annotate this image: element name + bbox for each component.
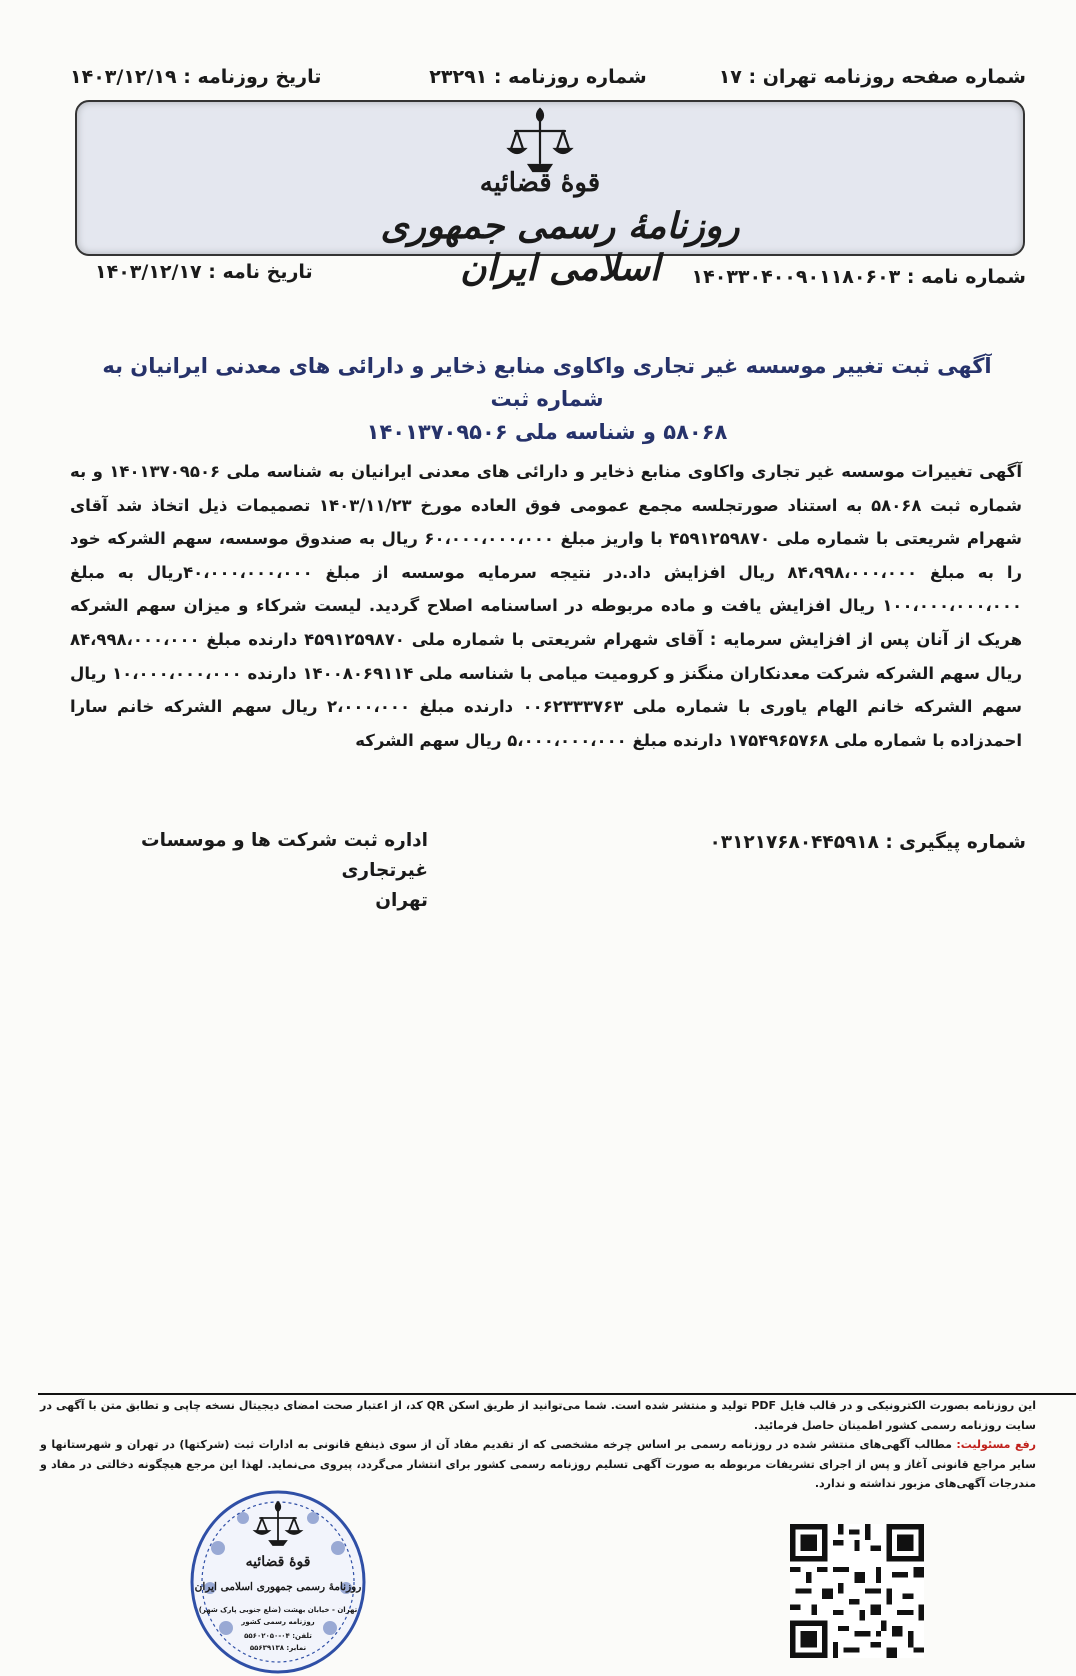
banner-judiciary: قوهٔ قضائیه bbox=[479, 168, 601, 198]
disclaimer-text: مطالب آگهی‌های منتشر شده در روزنامه رسمی بر اساس چرخه مشخصی که از تقدیم مفاد آن از سوی ذینفع قانونی به ادارات ثبت (شرکتها) در تهران و شهرستانها و سایر مراجع قانونی آغاز و پس از اجرای تشریفات مربوطه به صورت آگهی تسلیم روزنامه رسمی کشور برای انتشار می‌گردد، پیروی می‌نماید. لهذا این مرجع هیچگونه دخالتی در مفاد و مندرجات آگهی‌های مزبور نداشته و ندارد. bbox=[40, 1438, 1036, 1490]
seal-line-fax: نمابر: ۵۵۶۳۹۱۳۸ bbox=[249, 1644, 307, 1652]
notice-body: آگهی تغییرات موسسه غیر تجاری واکاوی منابع ذخایر و دارائی های معدنی ایرانیان به شناسه ملی ۱۴۰۱۳۷۰۹۵۰۶ و به شماره ثبت ۵۸۰۶۸ به استناد صورتجلسه مجمع عمومی فوق العاده مورخ ۱۴۰۳/۱۱/۲۳ تصمیمات ذیل اتخاذ شد آقای شهرام شریعتی با شماره ملی ۴۵۹۱۲۵۹۸۷۰ با واریز مبلغ ۶۰،۰۰۰،۰۰۰،۰۰۰ ریال به صندوق موسسه، سهم الشرکه خود را به مبلغ ۸۴،۹۹۸،۰۰۰،۰۰۰ ریال افزایش داد.در نتیجه سرمایه موسسه از مبلغ ۴۰،۰۰۰،۰۰۰،۰۰۰ریال به مبلغ ۱۰۰،۰۰۰،۰۰۰،۰۰۰ ریال افزایش یافت و ماده مربوطه در اساسنامه اصلاح گردید. لیست شرکاء و میزان سهم الشرکه هریک از آنان پس از افزایش سرمایه : آقای شهرام شریعتی با شماره ملی ۴۵۹۱۲۵۹۸۷۰ دارنده مبلغ ۸۴،۹۹۸،۰۰۰،۰۰۰ ریال سهم الشرکه شرکت معدنکاران منگنز و کرومیت میامی با شناسه ملی ۱۴۰۰۸۰۶۹۱۱۴ دارنده ۱۰،۰۰۰،۰۰۰،۰۰۰ ریال سهم الشرکه خانم الهام یاوری با شماره ملی ۰۰۶۲۳۳۳۷۶۳ دارنده مبلغ ۲،۰۰۰،۰۰۰ ریال سهم الشرکه خانم سارا احمدزاده با شماره ملی ۱۷۵۴۹۶۵۷۶۸ دارنده مبلغ ۵،۰۰۰،۰۰۰،۰۰۰ ریال سهم الشرکه bbox=[70, 462, 1023, 750]
notice-title-line1: آگهی ثبت تغییر موسسه غیر تجاری واکاوی منابع ذخایر و دارائی های معدنی ایرانیان به شماره ثبت bbox=[102, 354, 992, 411]
seal-line-judiciary: قوهٔ قضائیه bbox=[245, 1554, 311, 1570]
gazette-date: تاریخ روزنامه : ۱۴۰۳/۱۲/۱۹ bbox=[70, 66, 322, 88]
footer-notes bbox=[40, 1396, 1036, 1494]
banner-title: روزنامهٔ رسمی جمهوری اسلامی ایران bbox=[380, 205, 740, 289]
disclaimer-label: رفع مسئولیت: bbox=[956, 1438, 1036, 1451]
letter-number: شماره نامه : ۱۴۰۳۳۰۴۰۰۹۰۱۱۸۰۶۰۳ bbox=[691, 266, 1026, 288]
seal-line-phone: تلفن: ۰۴-۵۵۶۰۲۰۵۰ bbox=[244, 1632, 312, 1640]
scales-of-justice-emblem-icon bbox=[505, 105, 575, 175]
seal-line-title: روزنامهٔ رسمی جمهوری اسلامی ایران bbox=[194, 1581, 362, 1593]
qr-code-icon bbox=[790, 1524, 924, 1658]
issuing-office bbox=[68, 826, 428, 916]
notice-title bbox=[72, 350, 1022, 449]
gazette-number: شماره روزنامه : ۲۳۲۹۱ bbox=[429, 66, 647, 88]
footer-disclaimer bbox=[40, 1435, 1036, 1494]
footer-digital-note: این روزنامه بصورت الکترونیکی و در قالب فایل PDF تولید و منتشر شده است. شما می‌توانید از طریق اسکن QR کد، از اعتبار صحت امضای دیجیتال نسخه چاپی و تطابق متن با آگهی در سایت روزنامه رسمی کشور اطمینان حاصل فرمائید. bbox=[40, 1399, 1036, 1432]
page-number: شماره صفحه روزنامه تهران : ۱۷ bbox=[718, 66, 1026, 88]
seal-line-office: روزنامه رسمی کشور bbox=[241, 1618, 315, 1626]
notice-title-line2: ۵۸۰۶۸ و شناسه ملی ۱۴۰۱۳۷۰۹۵۰۶ bbox=[366, 420, 728, 444]
seal-line-address: تهران - خیابان بهشت (ضلع جنوبی پارک شهر) bbox=[198, 1606, 358, 1614]
letter-date: تاریخ نامه : ۱۴۰۳/۱۲/۱۷ bbox=[95, 261, 313, 283]
official-gazette-round-seal bbox=[188, 1488, 368, 1676]
office-city: تهران bbox=[375, 890, 428, 911]
office-name: اداره ثبت شرکت ها و موسسات غیرتجاری bbox=[141, 830, 428, 881]
tracking-number: شماره پیگیری : ۰۳۱۲۱۷۶۸۰۴۴۵۹۱۸ bbox=[709, 832, 1026, 853]
footer-divider bbox=[38, 1393, 1076, 1395]
